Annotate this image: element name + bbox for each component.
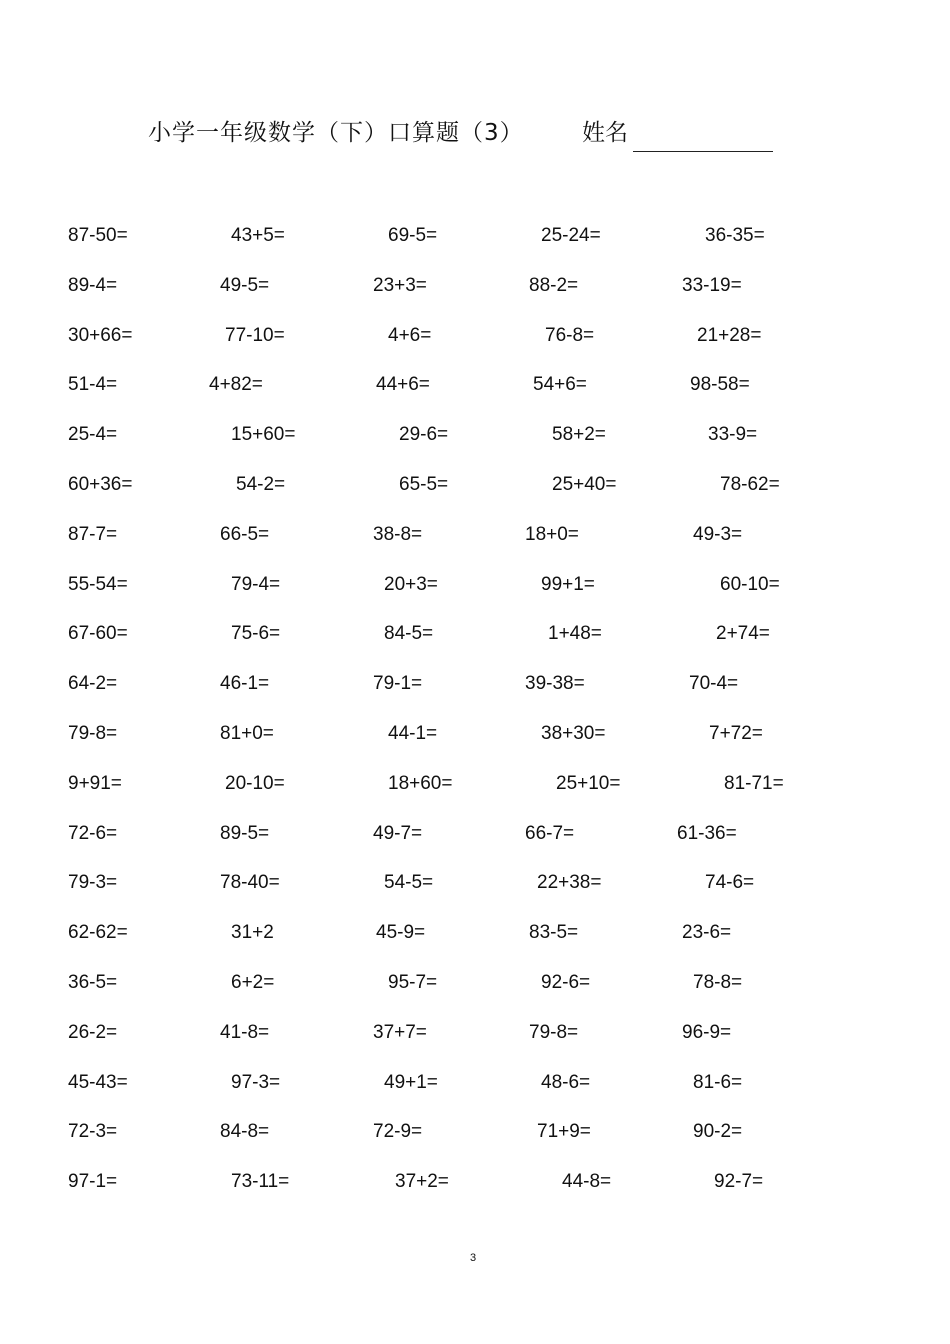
arithmetic-problem: 95-7=	[388, 972, 438, 993]
arithmetic-problem: 79-1=	[373, 673, 423, 694]
page-number: 3	[470, 1252, 477, 1264]
arithmetic-problem: 74-6=	[705, 872, 755, 893]
arithmetic-problem: 71+9=	[537, 1121, 591, 1142]
arithmetic-problem: 89-4=	[68, 275, 118, 296]
arithmetic-problem: 44-8=	[562, 1171, 612, 1192]
arithmetic-problem: 25-24=	[541, 225, 601, 246]
arithmetic-problem: 77-10=	[225, 325, 285, 346]
arithmetic-problem: 92-7=	[714, 1171, 764, 1192]
arithmetic-problem: 64-2=	[68, 673, 118, 694]
arithmetic-problem: 38+30=	[541, 723, 606, 744]
name-label: 姓名	[582, 120, 628, 146]
arithmetic-problem: 51-4=	[68, 374, 118, 395]
arithmetic-problem: 84-5=	[384, 623, 434, 644]
arithmetic-problem: 92-6=	[541, 972, 591, 993]
arithmetic-problem: 88-2=	[529, 275, 579, 296]
arithmetic-problem: 73-11=	[231, 1171, 290, 1192]
arithmetic-problem: 72-6=	[68, 823, 118, 844]
arithmetic-problem: 1+48=	[548, 623, 602, 644]
arithmetic-problem: 48-6=	[541, 1072, 591, 1093]
arithmetic-problem: 41-8=	[220, 1022, 270, 1043]
arithmetic-problem: 55-54=	[68, 574, 128, 595]
arithmetic-problem: 9+91=	[68, 773, 122, 794]
arithmetic-problem: 23-6=	[682, 922, 732, 943]
arithmetic-problem: 81-6=	[693, 1072, 743, 1093]
arithmetic-problem: 49-3=	[693, 524, 743, 545]
arithmetic-problem: 33-9=	[708, 424, 758, 445]
arithmetic-problem: 62-62=	[68, 922, 128, 943]
arithmetic-problem: 23+3=	[373, 275, 427, 296]
arithmetic-problem: 81+0=	[220, 723, 274, 744]
arithmetic-problem: 36-35=	[705, 225, 765, 246]
arithmetic-problem: 87-50=	[68, 225, 128, 246]
arithmetic-problem: 29-6=	[399, 424, 449, 445]
arithmetic-problem: 96-9=	[682, 1022, 732, 1043]
arithmetic-problem: 46-1=	[220, 673, 270, 694]
arithmetic-problem: 4+82=	[209, 374, 263, 395]
arithmetic-problem: 97-3=	[231, 1072, 281, 1093]
arithmetic-problem: 45-43=	[68, 1072, 128, 1093]
arithmetic-problem: 33-19=	[682, 275, 742, 296]
arithmetic-problem: 90-2=	[693, 1121, 743, 1142]
arithmetic-problem: 7+72=	[709, 723, 763, 744]
arithmetic-problem: 18+0=	[525, 524, 579, 545]
arithmetic-problem: 58+2=	[552, 424, 606, 445]
arithmetic-problem: 44-1=	[388, 723, 438, 744]
arithmetic-problem: 66-7=	[525, 823, 575, 844]
arithmetic-problem: 87-7=	[68, 524, 118, 545]
arithmetic-problem: 79-3=	[68, 872, 118, 893]
arithmetic-problem: 72-9=	[373, 1121, 423, 1142]
arithmetic-problem: 72-3=	[68, 1121, 118, 1142]
arithmetic-problem: 30+66=	[68, 325, 133, 346]
arithmetic-problem: 37+7=	[373, 1022, 427, 1043]
arithmetic-problem: 78-8=	[693, 972, 743, 993]
arithmetic-problem: 54+6=	[533, 374, 587, 395]
arithmetic-problem: 44+6=	[376, 374, 430, 395]
arithmetic-problem: 49+1=	[384, 1072, 438, 1093]
arithmetic-problem: 78-40=	[220, 872, 280, 893]
arithmetic-problem: 75-6=	[231, 623, 281, 644]
arithmetic-problem: 60+36=	[68, 474, 133, 495]
arithmetic-problem: 66-5=	[220, 524, 270, 545]
arithmetic-problem: 70-4=	[689, 673, 739, 694]
arithmetic-problem: 99+1=	[541, 574, 595, 595]
arithmetic-problem: 38-8=	[373, 524, 423, 545]
arithmetic-problem: 4+6=	[388, 325, 432, 346]
arithmetic-problem: 79-4=	[231, 574, 281, 595]
arithmetic-problem: 45-9=	[376, 922, 426, 943]
arithmetic-problem: 6+2=	[231, 972, 275, 993]
arithmetic-problem: 54-2=	[236, 474, 286, 495]
arithmetic-problem: 49-5=	[220, 275, 270, 296]
arithmetic-problem: 54-5=	[384, 872, 434, 893]
arithmetic-problem: 97-1=	[68, 1171, 118, 1192]
arithmetic-problem: 61-36=	[677, 823, 737, 844]
arithmetic-problem: 39-38=	[525, 673, 585, 694]
arithmetic-problem: 83-5=	[529, 922, 579, 943]
arithmetic-problem: 76-8=	[545, 325, 595, 346]
arithmetic-problem: 78-62=	[720, 474, 780, 495]
arithmetic-problem: 15+60=	[231, 424, 296, 445]
arithmetic-problem: 25-4=	[68, 424, 118, 445]
arithmetic-problem: 20-10=	[225, 773, 285, 794]
arithmetic-problem: 69-5=	[388, 225, 438, 246]
arithmetic-problem: 43+5=	[231, 225, 285, 246]
arithmetic-problem: 49-7=	[373, 823, 423, 844]
arithmetic-problem: 79-8=	[529, 1022, 579, 1043]
arithmetic-problem: 81-71=	[724, 773, 784, 794]
arithmetic-problem: 2+74=	[716, 623, 770, 644]
arithmetic-problem: 84-8=	[220, 1121, 270, 1142]
arithmetic-problem: 20+3=	[384, 574, 438, 595]
arithmetic-problem: 21+28=	[697, 325, 762, 346]
arithmetic-problem: 18+60=	[388, 773, 453, 794]
arithmetic-problem: 60-10=	[720, 574, 780, 595]
name-blank-line	[633, 151, 773, 152]
arithmetic-problem: 25+40=	[552, 474, 617, 495]
arithmetic-problem: 37+2=	[395, 1171, 449, 1192]
arithmetic-problem: 89-5=	[220, 823, 270, 844]
arithmetic-problem: 26-2=	[68, 1022, 118, 1043]
arithmetic-problem: 36-5=	[68, 972, 118, 993]
arithmetic-problem: 25+10=	[556, 773, 621, 794]
arithmetic-problem: 65-5=	[399, 474, 449, 495]
arithmetic-problem: 67-60=	[68, 623, 128, 644]
arithmetic-problem: 79-8=	[68, 723, 118, 744]
worksheet-title: 小学一年级数学（下）口算题（3）	[148, 120, 524, 146]
arithmetic-problem: 98-58=	[690, 374, 750, 395]
arithmetic-problem: 22+38=	[537, 872, 602, 893]
arithmetic-problem: 31+2	[231, 922, 274, 943]
